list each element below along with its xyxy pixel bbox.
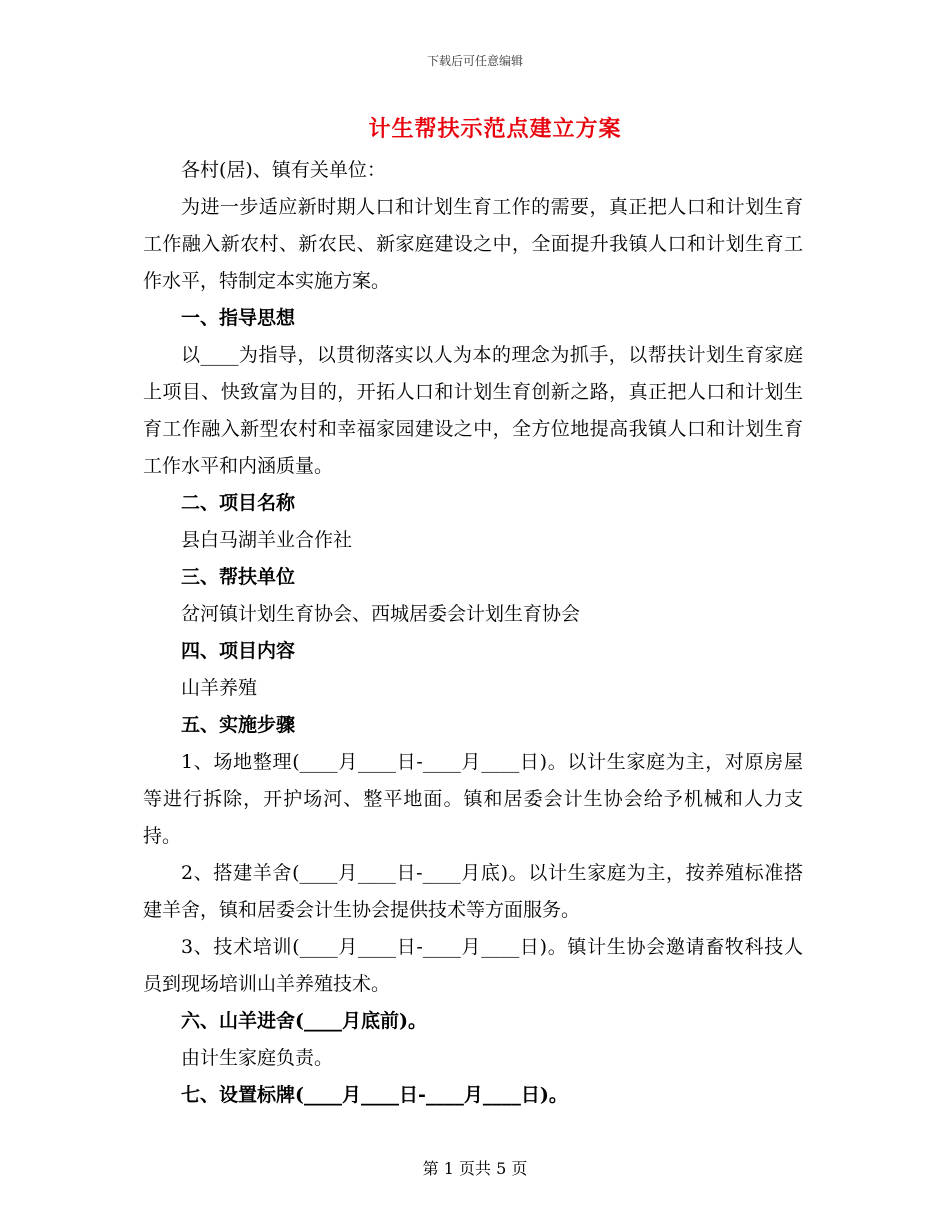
section-heading-2: 二、项目名称 bbox=[181, 492, 296, 514]
intro-paragraph: 为进一步适应新时期人口和计划生育工作的需要，真正把人口和计划生育工作融入新农村、新农民、新家庭建设之中，全面提升我镇人口和计划生育工作水平，特制定本实施方案。 bbox=[143, 196, 803, 292]
section-heading-1: 一、指导思想 bbox=[181, 307, 296, 329]
section-body-6: 由计生家庭负责。 bbox=[181, 1047, 334, 1069]
step-1: 1、场地整理(____月____日-____月____日)。以计生家庭为主，对原房屋等进行拆除，开护场河、整平地面。镇和居委会计生协会给予机械和人力支持。 bbox=[143, 751, 803, 847]
section-body-3: 岔河镇计划生育协会、西城居委会计划生育协会 bbox=[181, 603, 581, 625]
step-2: 2、搭建羊舍(____月____日-____月底)。以计生家庭为主，按养殖标准搭建羊舍，镇和居委会计生协会提供技术等方面服务。 bbox=[143, 862, 803, 921]
document-title: 计生帮扶示范点建立方案 bbox=[368, 116, 622, 142]
page-footer: 第 1 页共 5 页 bbox=[422, 1159, 528, 1178]
section-heading-7: 七、设置标牌(____月____日-____月____日)。 bbox=[181, 1084, 568, 1106]
section-body-1: 以____为指导，以贯彻落实以人为本的理念为抓手，以帮扶计划生育家庭上项目、快致富为目的，开拓人口和计划生育创新之路，真正把人口和计划生育工作融入新型农村和幸福家园建设之中，全方位地提高我镇人口和计划生育工作水平和内涵质量。 bbox=[143, 344, 803, 477]
section-heading-6: 六、山羊进舍(____月底前)。 bbox=[181, 1010, 427, 1032]
section-heading-3: 三、帮扶单位 bbox=[181, 566, 296, 588]
header-note: 下载后可任意编辑 bbox=[426, 54, 523, 68]
step-3: 3、技术培训(____月____日-____月____日)。镇计生协会邀请畜牧科技人员到现场培训山羊养殖技术。 bbox=[143, 936, 803, 995]
salutation: 各村(居)、镇有关单位： bbox=[181, 159, 386, 181]
document-body bbox=[143, 152, 803, 1114]
section-body-2: 县白马湖羊业合作社 bbox=[181, 529, 353, 551]
section-heading-4: 四、项目内容 bbox=[181, 640, 296, 662]
section-body-4: 山羊养殖 bbox=[181, 677, 258, 699]
section-heading-5: 五、实施步骤 bbox=[181, 714, 296, 736]
